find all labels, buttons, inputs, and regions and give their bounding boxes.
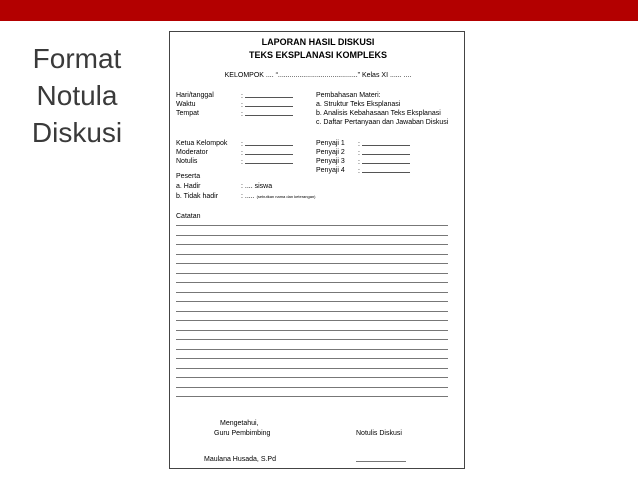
field-colon: : <box>358 167 410 176</box>
field-colon: : <box>241 110 293 119</box>
note-rule-line <box>176 235 448 236</box>
signature-guru-name: Maulana Husada, S.Pd <box>204 456 276 463</box>
label-waktu: Waktu <box>176 101 196 108</box>
label-hadir: a. Hadir <box>176 183 201 190</box>
slide-title-line: Notula <box>36 80 118 111</box>
field-colon: : <box>241 101 293 110</box>
label-tempat: Tempat <box>176 110 199 117</box>
value-tidak-hadir: : ..... (sebutkan nama dan keterangan) <box>241 193 316 200</box>
note-rule-line <box>176 254 448 255</box>
note-rule-line <box>176 368 448 369</box>
note-rule-line <box>176 358 448 359</box>
label-hari-tanggal: Hari/tanggal <box>176 92 214 99</box>
label-tidak-hadir: b. Tidak hadir <box>176 193 219 200</box>
note-rule-line <box>176 377 448 378</box>
label-moderator: Moderator <box>176 149 208 156</box>
pembahasan-item: c. Daftar Pertanyaan dan Jawaban Diskusi <box>316 119 449 126</box>
field-colon: : <box>358 149 410 158</box>
note-tidak-hadir: (sebutkan nama dan keterangan) <box>256 194 316 199</box>
signature-mengetahui: Mengetahui, <box>220 420 259 427</box>
pembahasan-item: a. Struktur Teks Eksplanasi <box>316 101 401 108</box>
note-rule-line <box>176 349 448 350</box>
report-subtitle: TEKS EKSPLANASI KOMPLEKS <box>248 50 387 60</box>
label-penyaji: Penyaji 3 <box>316 158 345 165</box>
note-rule-line <box>176 263 448 264</box>
signature-notulis-line <box>356 461 406 462</box>
field-colon: : <box>241 140 293 149</box>
field-colon: : <box>241 149 293 158</box>
note-rule-line <box>176 396 448 397</box>
label-penyaji: Penyaji 2 <box>316 149 345 156</box>
label-penyaji: Penyaji 1 <box>316 140 345 147</box>
slide-title-line: Diskusi <box>31 117 123 148</box>
note-rule-line <box>176 292 448 293</box>
document-sheet <box>169 31 465 469</box>
note-rule-line <box>176 225 448 226</box>
group-class-line: KELOMPOK .... “.........................................” Kelas XI ...... .... <box>224 72 412 79</box>
peserta-title: Peserta <box>176 173 201 180</box>
label-ketua-kelompok: Ketua Kelompok <box>176 140 228 147</box>
note-rule-line <box>176 339 448 340</box>
signature-notulis-role: Notulis Diskusi <box>356 430 402 437</box>
field-colon: : <box>241 158 293 167</box>
note-rule-line <box>176 301 448 302</box>
signature-guru-role: Guru Pembimbing <box>214 430 271 437</box>
pembahasan-item: b. Analisis Kebahasaan Teks Eksplanasi <box>316 110 441 117</box>
label-notulis: Notulis <box>176 158 198 165</box>
top-accent-bar <box>0 0 638 21</box>
field-colon: : <box>241 92 293 101</box>
slide-title <box>12 40 142 151</box>
slide-title-line: Format <box>32 43 122 74</box>
field-colon: : <box>358 158 410 167</box>
note-rule-line <box>176 320 448 321</box>
note-rule-line <box>176 330 448 331</box>
report-title: LAPORAN HASIL DISKUSI <box>261 37 375 47</box>
note-rule-line <box>176 282 448 283</box>
catatan-title: Catatan <box>176 213 201 220</box>
label-penyaji: Penyaji 4 <box>316 167 345 174</box>
value-hadir: : .... siswa <box>241 183 273 190</box>
pembahasan-title: Pembahasan Materi: <box>316 92 381 99</box>
note-rule-line <box>176 387 448 388</box>
field-colon: : <box>358 140 410 149</box>
note-rule-line <box>176 244 448 245</box>
note-rule-line <box>176 311 448 312</box>
note-rule-line <box>176 273 448 274</box>
